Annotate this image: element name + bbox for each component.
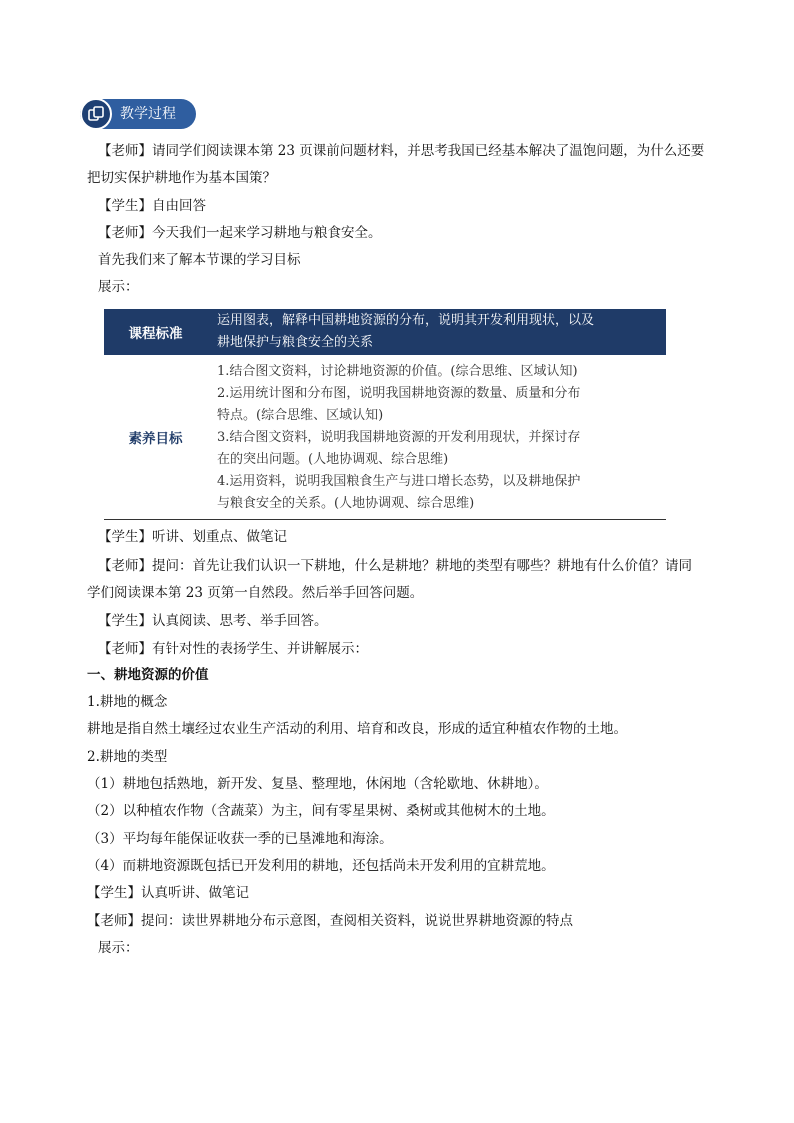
- paragraph-teacher-4: 【老师】有针对性的表扬学生、并讲解展示：: [98, 641, 368, 657]
- paragraph-student-3: 【学生】认真阅读、思考、举手回答。: [98, 613, 328, 629]
- table-literacy-goals: [207, 355, 666, 520]
- paragraph-teacher-5: 【老师】提问：读世界耕地分布示意图，查阅相关资料，说说世界耕地资源的特点: [87, 913, 573, 929]
- section-header-icon-badge: [80, 98, 112, 130]
- paragraph-student-4: 【学生】认真听讲、做笔记: [87, 885, 249, 901]
- standard-text-line: 运用图表，解释中国耕地资源的分布，说明其开发利用现状，以及: [217, 313, 595, 328]
- goal-line: 4.运用资料，说明我国粮食生产与进口增长态势，以及耕地保护: [217, 474, 581, 489]
- paragraph-intro: 首先我们来了解本节课的学习目标: [98, 252, 301, 268]
- paragraph-show-2: 展示：: [98, 940, 139, 956]
- paragraph-teacher-3-cont: 学们阅读课本第 23 页第一自然段。然后举手回答问题。: [87, 585, 424, 601]
- table-label-literacy: 素养目标: [104, 355, 207, 520]
- paragraph-teacher-1: 【老师】请同学们阅读课本第 23 页课前问题材料，并思考我国已经基本解决了温饱问题，为什么还要: [98, 143, 705, 159]
- paragraph-teacher-1-cont: 把切实保护耕地作为基本国策？: [87, 170, 276, 186]
- goal-line: 在的突出问题。(人地协调观、综合思维): [217, 452, 449, 467]
- paragraph-show: 展示：: [98, 279, 139, 295]
- goal-line: 2.运用统计图和分布图，说明我国耕地资源的数量、质量和分布: [217, 386, 581, 401]
- table-standard-text: [207, 309, 666, 355]
- section-title: 教学过程: [120, 106, 176, 122]
- goal-line: 3.结合图文资料，说明我国耕地资源的开发利用现状，并探讨存: [217, 430, 581, 445]
- table-row: [104, 309, 666, 355]
- section-heading-value: 一、耕地资源的价值: [87, 667, 209, 683]
- goal-line: 与粮食安全的关系。(人地协调观、综合思维): [217, 496, 475, 511]
- copy-icon: [88, 106, 105, 123]
- goal-line: 特点。(综合思维、区域认知): [217, 408, 384, 423]
- goal-line: 1.结合图文资料，讨论耕地资源的价值。(综合思维、区域认知): [217, 364, 578, 379]
- type-item: （4）而耕地资源既包括已开发利用的耕地，还包括尚未开发利用的宜耕荒地。: [87, 858, 555, 874]
- paragraph-definition: 耕地是指自然土壤经过农业生产活动的利用、培育和改良，形成的适宜种植农作物的土地。: [87, 721, 627, 737]
- type-item: （2）以种植农作物（含蔬菜）为主，间有零星果树、桑树或其他树木的土地。: [87, 803, 555, 819]
- table-row: [104, 355, 666, 520]
- standard-text-line: 耕地保护与粮食安全的关系: [217, 335, 374, 350]
- type-item: （1）耕地包括熟地，新开发、复垦、整理地，休闲地（含轮歇地、休耕地）。: [87, 776, 548, 792]
- subheading-concept: 1.耕地的概念: [87, 694, 168, 710]
- subheading-types: 2.耕地的类型: [87, 749, 168, 765]
- paragraph-student-1: 【学生】自由回答: [98, 198, 206, 214]
- table-label-standard: 课程标准: [104, 309, 207, 355]
- type-item: （3）平均每年能保证收获一季的已垦滩地和海涂。: [87, 831, 393, 847]
- paragraph-teacher-2: 【老师】今天我们一起来学习耕地与粮食安全。: [98, 225, 382, 241]
- curriculum-standard-table: [104, 309, 666, 520]
- paragraph-student-2: 【学生】听讲、划重点、做笔记: [98, 529, 287, 545]
- paragraph-teacher-3: 【老师】提问：首先让我们认识一下耕地，什么是耕地？耕地的类型有哪些？耕地有什么价值？请同: [98, 558, 692, 574]
